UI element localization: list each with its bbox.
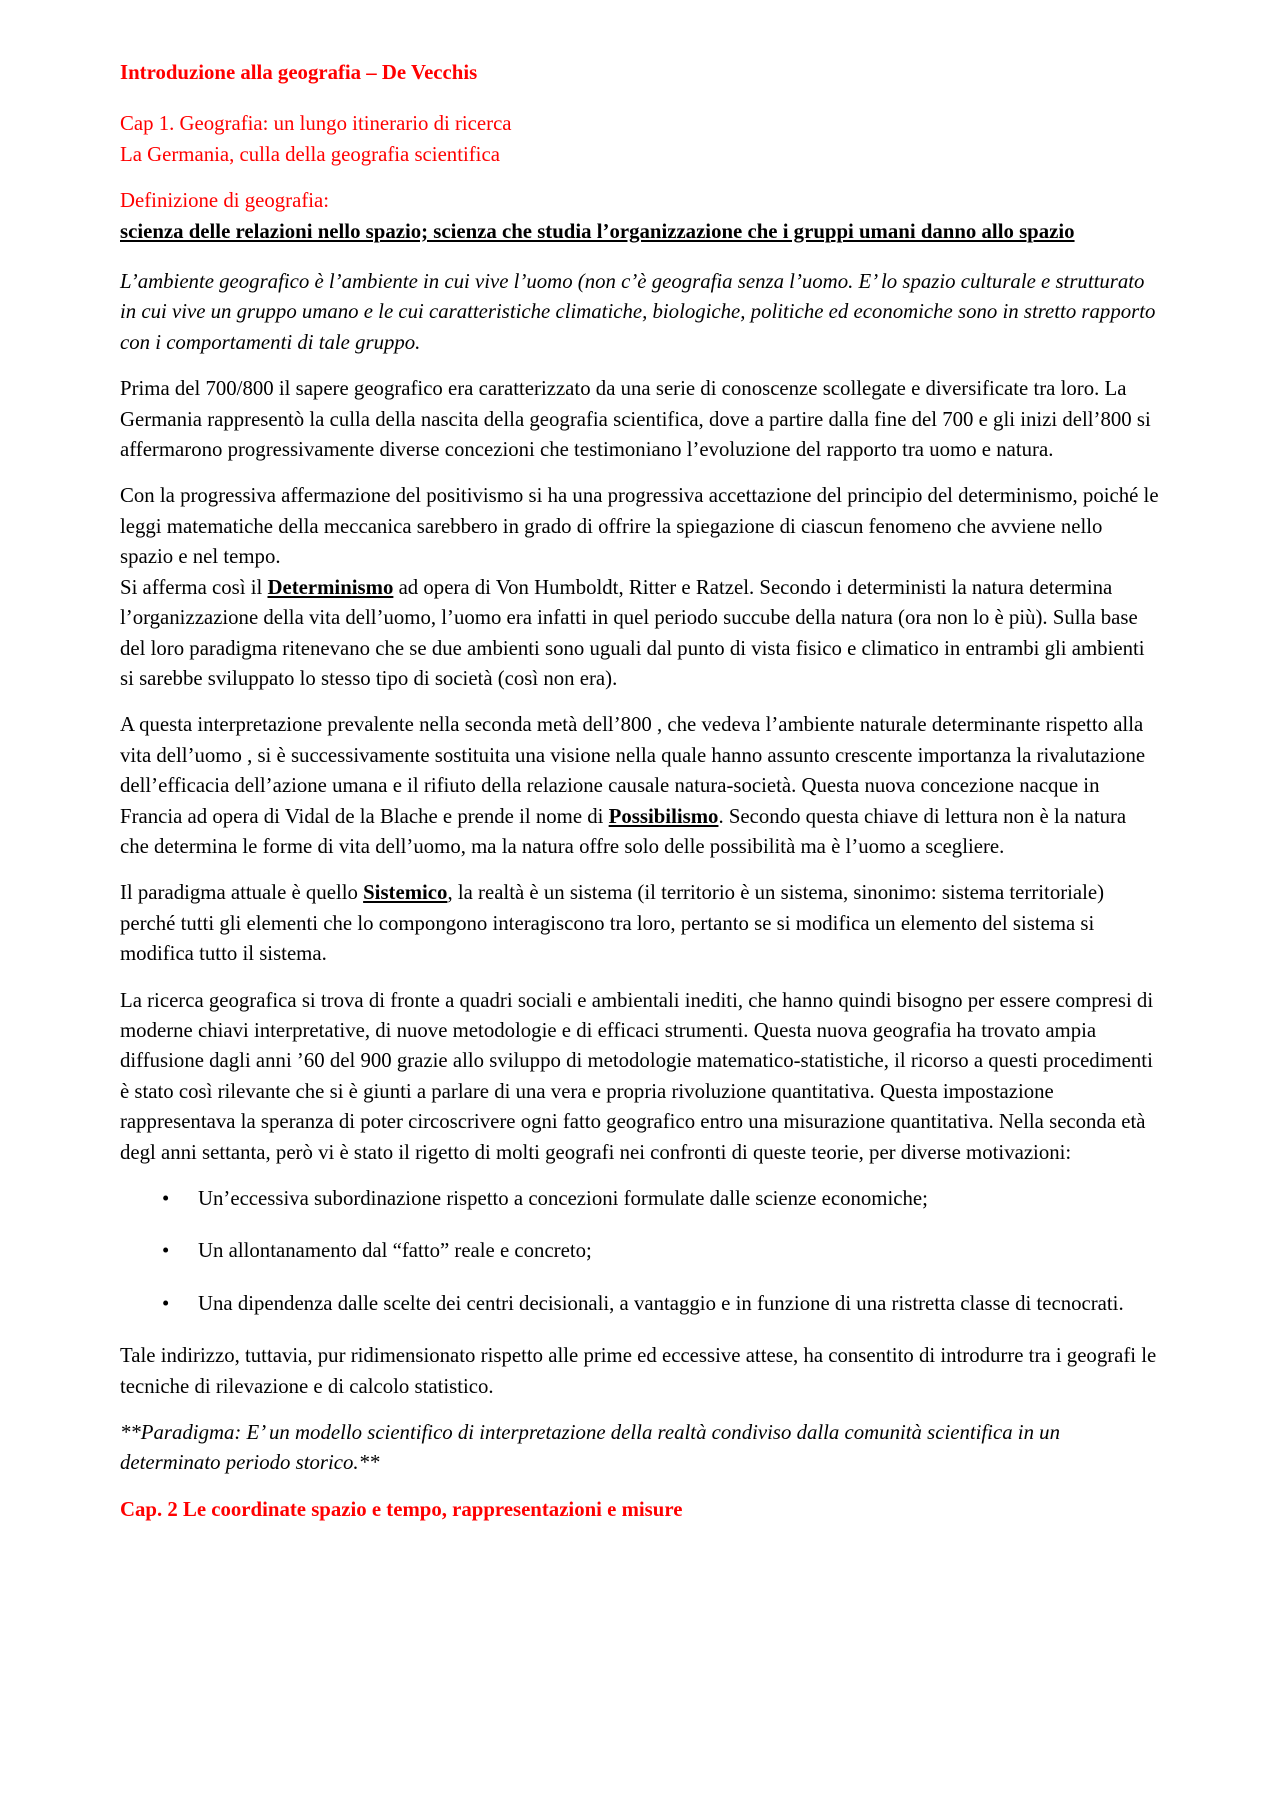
chapter1-line2: La Germania, culla della geografia scientifica	[120, 142, 500, 166]
sistemico-term: Sistemico	[363, 881, 448, 905]
chapter2-heading: Cap. 2 Le coordinate spazio e tempo, rappresentazioni e misure	[120, 1497, 683, 1521]
paragraph-ricerca: La ricerca geografica si trova di fronte a quadri sociali e ambientali inediti, che hanno quindi bisogno per essere compresi di moderne chiavi interpretative, di nuove metodologie e di efficaci strumenti. Questa nuova geografia ha trovato ampia diffusione dagli anni ’60 del 900 grazie allo sviluppo di metodologie matematico-statistiche, il ricorso a questi procedimenti è stato così rilevante che si è giunti a parlare di una vera e propria rivoluzione quantitativa. Questa impostazione rappresentava la speranza di poter circoscrivere ogni fatto geografico entro una misurazione quantitativa. Nella seconda età degl anni settanta, però vi è stato il rigetto di molti geografi nei confronti di queste teorie, per diverse motivazioni:	[120, 988, 1154, 1164]
chapter1-heading	[120, 109, 1160, 170]
motivations-list	[120, 1184, 1160, 1319]
definition-label: Definizione di geografia:	[120, 189, 330, 213]
list-item	[120, 1184, 1160, 1214]
paragraph-sistemico	[120, 878, 1160, 969]
possibilismo-term: Possibilismo	[608, 804, 719, 828]
definition-text: scienza delle relazioni nello spazio; scienza che studia l’organizzazione che i gruppi umani danno allo spazio	[120, 219, 1075, 243]
possibilismo-after: . Secondo questa chiave di lettura non è la natura che determina le forme di vita dell’uomo, ma la natura offre solo delle possibilità ma è l’uomo a scegliere.	[120, 804, 1127, 858]
sistemico-after: , la realtà è un sistema (il territorio è un sistema, sinonimo: sistema territoriale) perché tutti gli elementi che lo compongono interagiscono tra loro, pertanto se si modifica un elemento del sistema si modifica tutto il sistema.	[120, 881, 1105, 966]
list-item-text: Una dipendenza dalle scelte dei centri decisionali, a vantaggio e in funzione di una ristretta classe di tecnocrati.	[198, 1291, 1124, 1315]
document-title: Introduzione alla geografia – De Vecchis	[120, 61, 478, 84]
list-item-text: Un allontanamento dal “fatto” reale e concreto;	[198, 1239, 592, 1263]
sistemico-before: Il paradigma attuale è quello	[120, 881, 364, 905]
chapter1-line1: Cap 1. Geografia: un lungo itinerario di ricerca	[120, 112, 512, 136]
possibilismo-before: A questa interpretazione prevalente nella seconda metà dell’800 , che vedeva l’ambiente naturale determinante rispetto alla vita dell’uomo , si è successivamente sostituita una visione nella quale hanno assunto crescente importanza la rivalutazione dell’efficacia dell’azione umana e il rifiuto della relazione causale natura-società. Questa nuova concezione nacque in Francia ad opera di Vidal de la Blache e prende il nome di	[120, 713, 1146, 828]
paragraph-prima: Prima del 700/800 il sapere geografico era caratterizzato da una serie di conoscenze scollegate e diversificate tra loro. La Germania rappresentò la culla della nascita della geografia scientifica, dove a partire dalla fine del 700 e gli inizi dell’800 si affermarono progressivamente diverse concezioni che testimoniano l’evoluzione del rapporto tra uomo e natura.	[120, 377, 1151, 462]
paragraph-determinismo	[120, 573, 1160, 695]
list-item-text: Un’eccessiva subordinazione rispetto a concezioni formulate dalle scienze economiche;	[198, 1187, 928, 1210]
paradigma-note: **Paradigma: E’ un modello scientifico di interpretazione della realtà condiviso dalla comunità scientifica in un determinato periodo storico.**	[120, 1421, 1060, 1475]
bullet-icon: •	[162, 1239, 170, 1263]
bullet-icon: •	[162, 1291, 170, 1315]
paragraph-positivismo: Con la progressiva affermazione del positivismo si ha una progressiva accettazione del principio del determinismo, poiché le leggi matematiche della meccanica sarebbero in grado di offrire la spiegazione di ciascun fenomeno che avviene nello spazio e nel tempo.	[120, 484, 1159, 569]
paragraph-possibilismo	[120, 710, 1160, 862]
determinismo-after: ad opera di Von Humboldt, Ritter e Ratzel. Secondo i deterministi la natura determina l’organizzazione della vita dell’uomo, l’uomo era infatti in quel periodo succube della natura (ora non lo è più). Sulla base del loro paradigma ritenevano che se due ambienti sono uguali dal punto di vista fisico e climatico in entrambi gli ambienti si sarebbe sviluppato lo stesso tipo di società (così non era).	[120, 575, 1145, 690]
bullet-icon: •	[162, 1187, 170, 1210]
list-item	[120, 1289, 1160, 1319]
paragraph-positivismo-group	[120, 481, 1160, 694]
definition-section	[120, 186, 1160, 247]
determinismo-before: Si afferma così il	[120, 575, 268, 599]
paragraph-tale: Tale indirizzo, tuttavia, pur ridimensionato rispetto alle prime ed eccessive attese, ha consentito di introdurre tra i geografi le tecniche di rilevazione e di calcolo statistico.	[120, 1344, 1157, 1398]
paragraph-ambiente: L’ambiente geografico è l’ambiente in cui vive l’uomo (non c’è geografia senza l’uomo. E’ lo spazio culturale e strutturato in cui vive un gruppo umano e le cui caratteristiche climatiche, biologiche, politiche ed economiche sono in stretto rapporto con i comportamenti di tale gruppo.	[120, 270, 1156, 354]
list-item	[120, 1236, 1160, 1266]
determinismo-term: Determinismo	[267, 575, 394, 599]
